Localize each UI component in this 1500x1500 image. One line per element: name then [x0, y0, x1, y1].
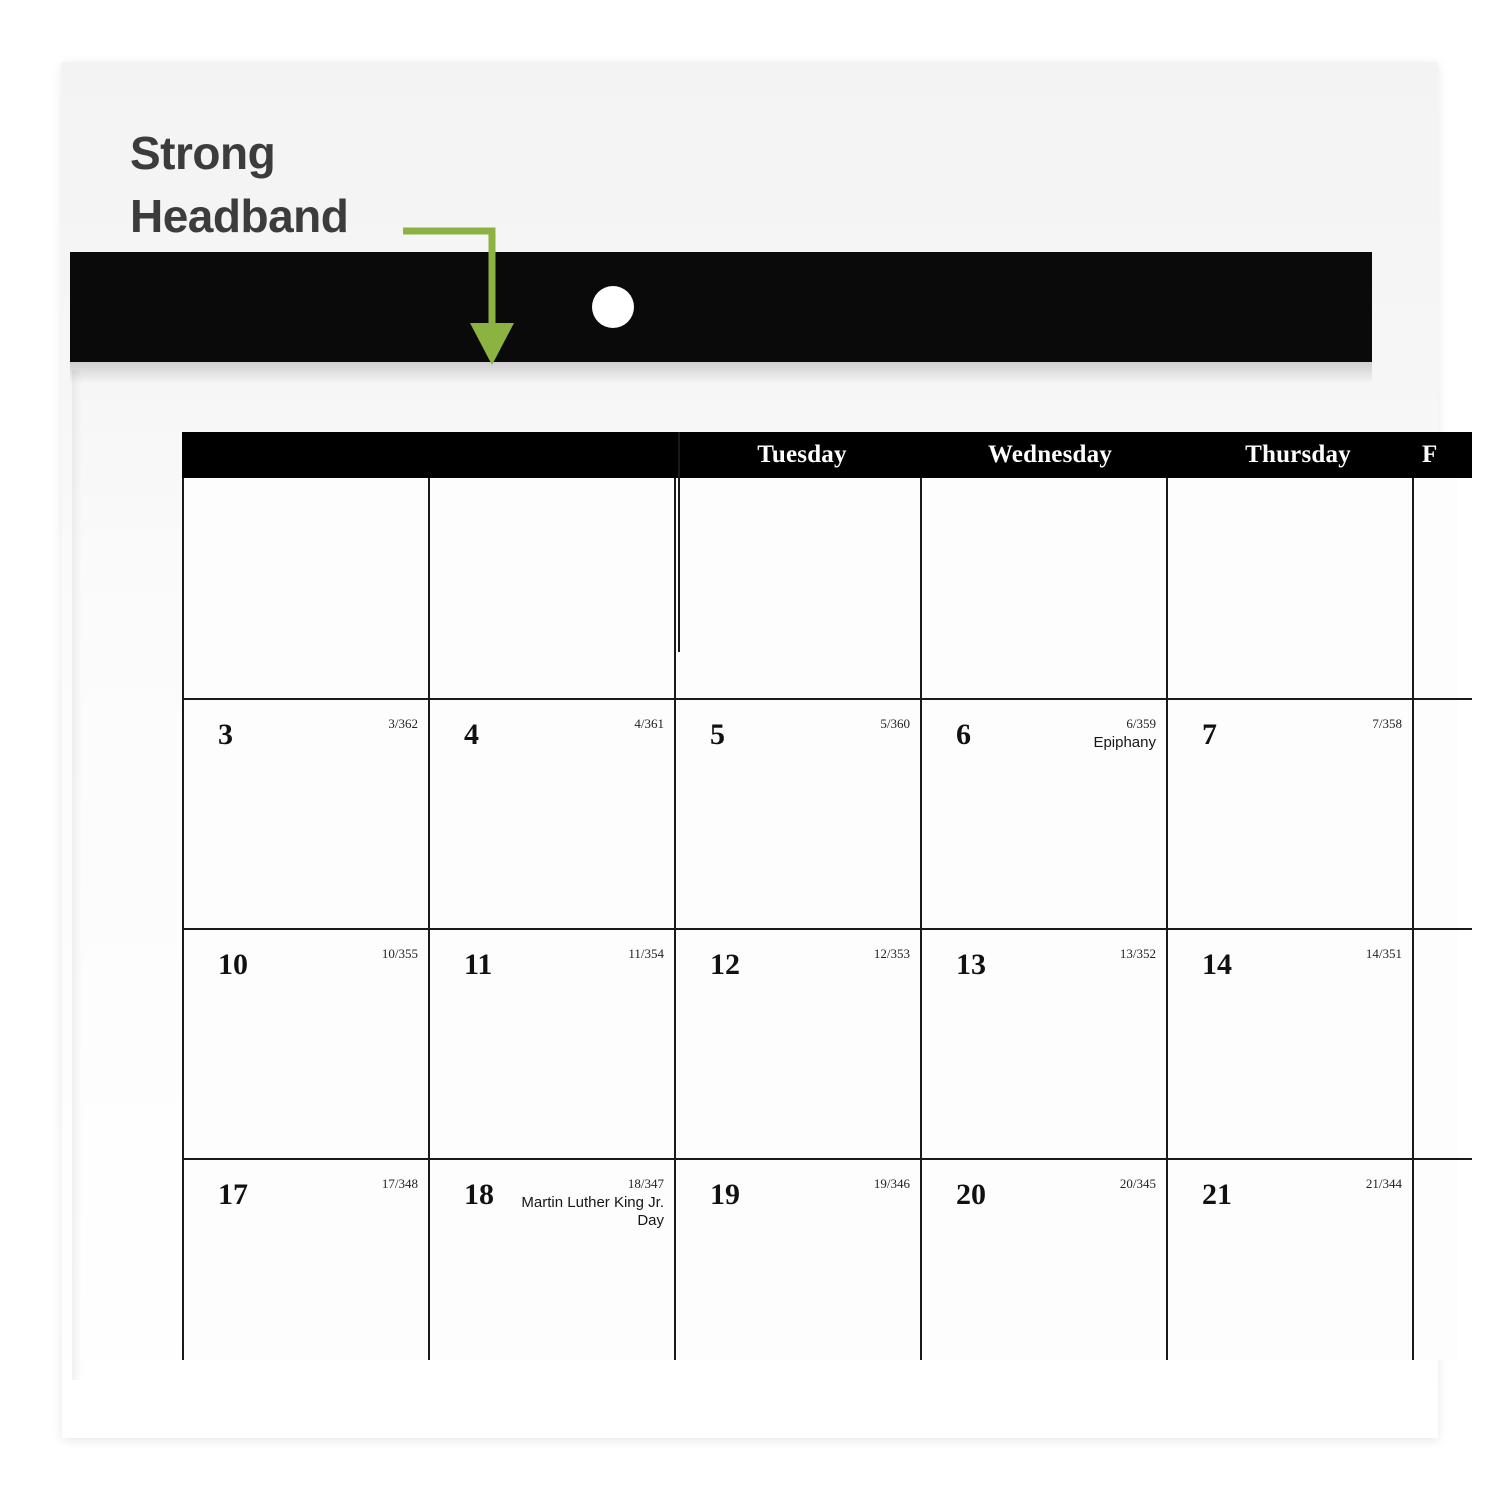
calendar-cell[interactable]	[1414, 478, 1458, 698]
julian-date: 19/346	[873, 1176, 910, 1191]
day-number: 6	[956, 718, 971, 751]
julian-date: 5/360	[880, 716, 910, 731]
day-note: Martin Luther King Jr. Day	[521, 1194, 664, 1230]
calendar-cell[interactable]	[676, 930, 922, 1158]
julian-date: 7/358	[1372, 716, 1402, 731]
calendar-cell[interactable]	[1168, 700, 1414, 928]
calendar-cell[interactable]	[922, 1160, 1168, 1360]
cell-divider	[678, 432, 680, 652]
calendar-week-row	[184, 930, 1472, 1160]
callout-arrow-icon	[395, 205, 545, 395]
day-header-tuesday: Tuesday	[757, 441, 847, 468]
calendar-cell[interactable]	[922, 700, 1168, 928]
day-number: 5	[710, 718, 725, 751]
calendar-cell[interactable]	[676, 478, 922, 698]
julian-date: 21/344	[1365, 1176, 1402, 1191]
day-number: 10	[218, 948, 248, 981]
julian-date: 4/361	[634, 716, 664, 731]
calendar-cell[interactable]	[184, 930, 430, 1158]
calendar-cell[interactable]	[430, 478, 676, 698]
calendar-week-row	[184, 1160, 1472, 1360]
julian-date: 11/354	[628, 946, 664, 961]
julian-date: 17/348	[381, 1176, 418, 1191]
day-number: 20	[956, 1178, 986, 1211]
calendar-cell[interactable]	[676, 700, 922, 928]
julian-date: 12/353	[873, 946, 910, 961]
calendar-grid	[182, 432, 1472, 1372]
julian-date: 10/355	[381, 946, 418, 961]
calendar-cell[interactable]	[430, 1160, 676, 1360]
blackout-bar	[182, 432, 678, 476]
calendar-body	[182, 478, 1472, 1360]
day-number: 3	[218, 718, 233, 751]
calendar-cell[interactable]	[430, 700, 676, 928]
calendar-cell[interactable]	[184, 1160, 430, 1360]
headband	[70, 252, 1372, 362]
calendar-cell[interactable]	[1168, 478, 1414, 698]
page-edge-shadow	[72, 370, 82, 1380]
calendar-cell[interactable]	[1168, 1160, 1414, 1360]
julian-date: 3/362	[388, 716, 418, 731]
calendar-cell[interactable]	[922, 478, 1168, 698]
callout-line-1: Strong	[130, 127, 276, 179]
calendar-cell[interactable]	[1414, 1160, 1458, 1360]
day-number: 21	[1202, 1178, 1232, 1211]
day-number: 7	[1202, 718, 1217, 751]
day-number: 13	[956, 948, 986, 981]
calendar-cell[interactable]	[1414, 930, 1458, 1158]
day-number: 14	[1202, 948, 1232, 981]
julian-date: 18/347	[627, 1176, 664, 1191]
calendar-cell[interactable]	[184, 700, 430, 928]
day-header-thursday: Thursday	[1245, 441, 1351, 468]
day-number: 19	[710, 1178, 740, 1211]
calendar-week-row	[184, 700, 1472, 930]
julian-date: 13/352	[1119, 946, 1156, 961]
calendar-week-row	[184, 478, 1472, 700]
calendar-cell[interactable]	[430, 930, 676, 1158]
day-number: 4	[464, 718, 479, 751]
hole-punch-icon	[592, 286, 634, 328]
callout-line-2: Headband	[130, 190, 349, 243]
julian-date: 6/359	[1126, 716, 1156, 731]
julian-date: 20/345	[1119, 1176, 1156, 1191]
day-header-friday: F	[1422, 441, 1438, 468]
day-header-wednesday: Wednesday	[987, 441, 1113, 468]
calendar-cell[interactable]	[922, 930, 1168, 1158]
calendar-cell[interactable]	[184, 478, 430, 698]
day-number: 11	[464, 948, 493, 981]
calendar-cell[interactable]	[676, 1160, 922, 1360]
headband-shadow	[70, 362, 1372, 384]
julian-date: 14/351	[1365, 946, 1402, 961]
calendar-cell[interactable]	[1168, 930, 1414, 1158]
day-number: 17	[218, 1178, 248, 1211]
day-number: 18	[464, 1178, 494, 1211]
day-note: Epiphany	[1093, 734, 1156, 751]
calendar-cell[interactable]	[1414, 700, 1458, 928]
day-number: 12	[710, 948, 740, 981]
